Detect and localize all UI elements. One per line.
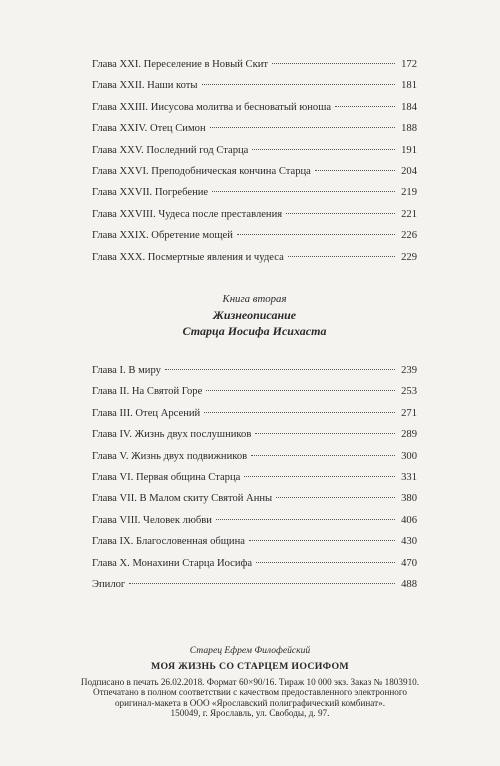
contents-entry: [92, 488, 417, 509]
chapter-title: Глава VIII. Человек любви: [92, 514, 212, 526]
contents-entry: [92, 54, 417, 75]
chapter-title: Глава XXV. Последний год Старца: [92, 144, 249, 156]
dot-leader: [335, 106, 395, 107]
contents-entry: [92, 75, 417, 96]
book-two-title: Жизнеописание: [212, 308, 297, 322]
colophon-line: Подписано в печать 26.02.2018. Формат 60×90/16. Тираж 10 000 экз. Заказ № 1803910.: [80, 676, 420, 687]
colophon-author: Старец Ефрем Филофейский: [189, 645, 311, 656]
contents-entry: [92, 403, 417, 424]
contents-entry: [92, 247, 417, 268]
contents-entry: [92, 424, 417, 445]
chapter-title: Эпилог: [92, 578, 126, 590]
contents-list-book-two: [92, 360, 417, 595]
page-number: 221: [401, 208, 417, 220]
page-number: 430: [401, 536, 417, 548]
colophon-line: оригинал-макета в ООО «Ярославский полиграфический комбинат».: [114, 697, 386, 708]
dot-leader: [210, 127, 395, 128]
contents-list-book-one: [92, 54, 417, 268]
contents-entry: [92, 360, 417, 381]
page-number: 181: [401, 80, 417, 92]
dot-leader: [251, 455, 395, 456]
page-number: 184: [401, 101, 417, 113]
chapter-title: Глава XXIV. Отец Симон: [92, 123, 206, 135]
chapter-title: Глава XXII. Наши коты: [92, 80, 198, 92]
chapter-title: Глава IX. Благословенная община: [92, 536, 245, 548]
colophon-line: Отпечатано в полном соответствии с качеством предоставленного электронного: [92, 687, 408, 698]
chapter-title: Глава II. На Святой Горе: [92, 386, 203, 398]
contents-entry: [92, 446, 417, 467]
dot-leader: [252, 149, 395, 150]
dot-leader: [244, 476, 395, 477]
page-number: 253: [401, 386, 417, 398]
contents-entry: [92, 161, 417, 182]
dot-leader: [237, 234, 395, 235]
page-number: 289: [401, 429, 417, 441]
chapter-title: Глава XXX. Посмертные явления и чудеса: [92, 251, 284, 263]
chapter-title: Глава XXVIII. Чудеса после преставления: [92, 208, 283, 220]
dot-leader: [212, 191, 395, 192]
chapter-title: Глава XXVII. Погребение: [92, 187, 209, 199]
chapter-title: Глава VI. Первая община Старца: [92, 471, 241, 483]
contents-entry: [92, 118, 417, 139]
colophon: [60, 646, 440, 718]
dot-leader: [315, 170, 395, 171]
chapter-title: Глава V. Жизнь двух подвижников: [92, 450, 248, 462]
contents-entry: [92, 182, 417, 203]
page-number: 191: [401, 144, 417, 156]
contents-entry: [92, 140, 417, 161]
chapter-title: Глава X. Монахини Старца Иосифа: [92, 557, 253, 569]
dot-leader: [249, 540, 395, 541]
chapter-title: Глава III. Отец Арсений: [92, 407, 201, 419]
page-number: 488: [401, 578, 417, 590]
chapter-title: Глава XXIX. Обретение мощей: [92, 230, 233, 242]
dot-leader: [216, 519, 395, 520]
page-number: 380: [401, 493, 417, 505]
contents-entry: [92, 204, 417, 225]
dot-leader: [204, 412, 395, 413]
dot-leader: [288, 256, 395, 257]
chapter-title: Глава IV. Жизнь двух послушников: [92, 429, 252, 441]
dot-leader: [129, 583, 395, 584]
page-number: 172: [401, 59, 417, 70]
dot-leader: [255, 433, 395, 434]
book-two-subtitle: Старца Иосифа Исихаста: [182, 324, 327, 338]
contents-entry: [92, 553, 417, 574]
page-number: 239: [401, 365, 417, 376]
page-number: 300: [401, 450, 417, 462]
contents-entry: [92, 531, 417, 552]
contents-entry: [92, 467, 417, 488]
dot-leader: [286, 213, 395, 214]
page-number: 219: [401, 187, 417, 199]
page-number: 406: [401, 514, 417, 526]
book-two-heading: [92, 292, 417, 339]
dot-leader: [272, 63, 395, 64]
chapter-title: Глава XXIII. Иисусова молитва и бесноватый юноша: [92, 101, 332, 113]
chapter-title: Глава XXVI. Преподобническая кончина Старца: [92, 165, 311, 177]
dot-leader: [165, 369, 395, 370]
contents-entry: [92, 510, 417, 531]
chapter-title: Глава VII. В Малом скиту Святой Анны: [92, 493, 273, 505]
page-number: 470: [401, 557, 417, 569]
page-number: 271: [401, 407, 417, 419]
dot-leader: [206, 390, 395, 391]
page-number: 331: [401, 471, 417, 483]
colophon-book-title: МОЯ ЖИЗНЬ СО СТАРЦЕМ ИОСИФОМ: [151, 661, 349, 673]
chapter-title: Глава XXI. Переселение в Новый Скит: [92, 59, 269, 70]
page-number: 229: [401, 251, 417, 263]
page-number: 188: [401, 123, 417, 135]
book-two-kicker: Книга вторая: [222, 293, 287, 305]
colophon-line: 150049, г. Ярославль, ул. Свободы, д. 97.: [170, 708, 330, 719]
contents-entry: [92, 97, 417, 118]
dot-leader: [202, 84, 395, 85]
contents-entry: [92, 381, 417, 402]
page-number: 204: [401, 165, 417, 177]
contents-entry: [92, 574, 417, 595]
chapter-title: Глава I. В миру: [92, 365, 161, 376]
contents-entry: [92, 225, 417, 246]
dot-leader: [276, 497, 395, 498]
dot-leader: [256, 562, 395, 563]
page-number: 226: [401, 230, 417, 242]
